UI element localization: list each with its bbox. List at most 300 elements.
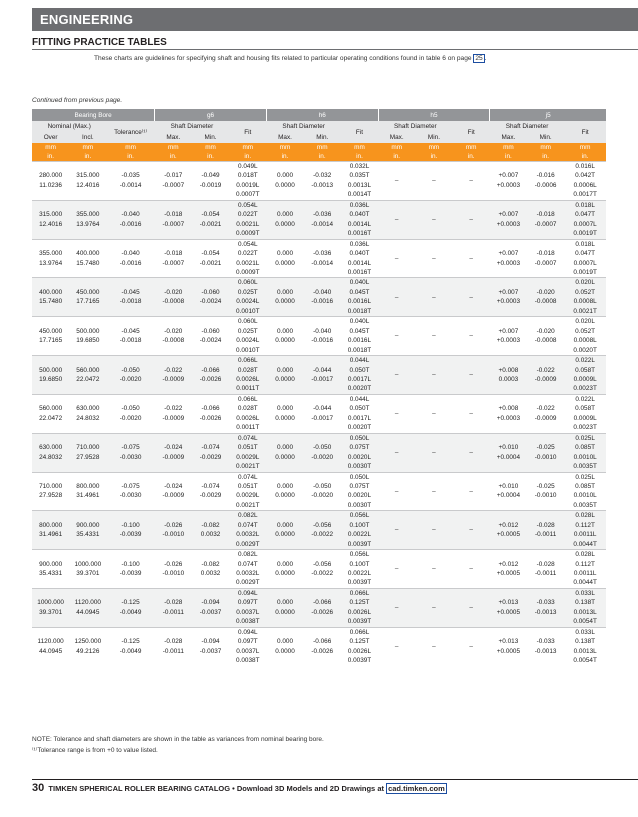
cell-g6-max: -0.018 xyxy=(155,210,192,219)
cell-j5-fit: 0.0010L xyxy=(564,453,606,462)
cell-h6-max: 0.0000 xyxy=(266,375,303,384)
cell-g6-max xyxy=(155,501,192,511)
cell-h6-max xyxy=(266,278,303,288)
cell-tolerance xyxy=(106,617,154,627)
cell-j5-fit: 0.0019T xyxy=(564,229,606,239)
cell-over xyxy=(32,384,69,394)
table-row xyxy=(32,656,606,665)
header-min: Min. xyxy=(192,132,229,143)
cell-j5-max: +0.008 xyxy=(490,366,527,375)
cell-h6-fit: 0.040L xyxy=(341,278,378,288)
cell-g6-max xyxy=(155,472,192,482)
cell-g6-min xyxy=(192,462,229,472)
cell-j5-min: -0.020 xyxy=(527,288,564,297)
cell-tolerance: -0.0018 xyxy=(106,297,154,306)
cell-over xyxy=(32,501,69,511)
cell-g6-max xyxy=(155,540,192,550)
cell-j5-fit: 0.0054T xyxy=(564,617,606,627)
cell-g6-max: -0.0011 xyxy=(155,647,192,656)
cell-g6-max xyxy=(155,384,192,394)
cell-over: 500.000 xyxy=(32,366,69,375)
cell-g6-fit: 0.0009T xyxy=(229,268,266,278)
cell-g6-max: -0.020 xyxy=(155,327,192,336)
cell-h6-max xyxy=(266,501,303,511)
table-row xyxy=(32,190,606,200)
cell-j5-max xyxy=(490,540,527,550)
cell-j5-min: -0.0010 xyxy=(527,491,564,500)
cell-h5-max: – xyxy=(378,200,415,239)
unit-in: in. xyxy=(32,152,69,162)
cell-h6-fit: 0.0014L xyxy=(341,220,378,229)
cell-incl: 17.7165 xyxy=(69,297,106,306)
section-bar xyxy=(32,8,638,31)
cell-g6-min xyxy=(192,617,229,627)
unit-in: in. xyxy=(564,152,606,162)
table-row xyxy=(32,501,606,511)
header-shaft-diameter: Shaft Diameter xyxy=(155,121,229,132)
cell-incl: 22.0472 xyxy=(69,375,106,384)
cell-g6-max xyxy=(155,307,192,317)
cell-tolerance xyxy=(106,578,154,588)
cell-over: 280.000 xyxy=(32,171,69,180)
cell-h6-max xyxy=(266,394,303,404)
cell-j5-max xyxy=(490,162,527,172)
cell-j5-fit: 0.033L xyxy=(564,588,606,598)
subtitle-divider xyxy=(32,49,638,50)
cell-incl xyxy=(69,588,106,598)
header-shaft-diameter: Shaft Diameter xyxy=(378,121,452,132)
table-row xyxy=(32,327,606,336)
cell-g6-fit: 0.028T xyxy=(229,366,266,375)
cell-h6-fit: 0.050T xyxy=(341,366,378,375)
table-row xyxy=(32,162,606,172)
cell-h6-max: 0.0000 xyxy=(266,297,303,306)
cell-incl: 31.4961 xyxy=(69,491,106,500)
cell-j5-fit: 0.0035T xyxy=(564,462,606,472)
cell-over xyxy=(32,268,69,278)
cell-h5-max: – xyxy=(378,472,415,511)
cell-tolerance: -0.0014 xyxy=(106,181,154,190)
cell-tolerance xyxy=(106,423,154,433)
unit-mm: mm xyxy=(155,143,192,152)
cell-h6-min xyxy=(304,278,341,288)
table-note: NOTE: Tolerance and shaft diameters are shown in the table as variances from nominal bearing bore. xyxy=(32,736,324,743)
cell-g6-fit: 0.074T xyxy=(229,521,266,530)
cell-h5-fit: – xyxy=(453,472,490,511)
cell-incl xyxy=(69,511,106,521)
cell-h6-fit: 0.0020T xyxy=(341,423,378,433)
cell-h6-max xyxy=(266,317,303,327)
cell-j5-min: -0.0008 xyxy=(527,297,564,306)
cell-h6-fit: 0.0020L xyxy=(341,491,378,500)
cell-h6-max: 0.000 xyxy=(266,598,303,607)
cell-h6-max xyxy=(266,268,303,278)
cell-over: 11.0236 xyxy=(32,181,69,190)
cell-g6-min: 0.0032 xyxy=(192,569,229,578)
header-fit: Fit xyxy=(341,121,378,143)
cell-over xyxy=(32,617,69,627)
cell-j5-max: +0.007 xyxy=(490,327,527,336)
table-row xyxy=(32,366,606,375)
cell-incl xyxy=(69,317,106,327)
header-shaft-diameter: Shaft Diameter xyxy=(490,121,564,132)
cell-g6-fit: 0.0010T xyxy=(229,346,266,356)
cell-g6-max: -0.0010 xyxy=(155,530,192,539)
cell-tolerance: -0.0049 xyxy=(106,608,154,617)
cell-g6-min xyxy=(192,627,229,637)
cell-g6-min xyxy=(192,511,229,521)
cell-h5-min: – xyxy=(415,356,452,395)
cell-g6-max xyxy=(155,433,192,443)
cell-tolerance xyxy=(106,268,154,278)
cell-g6-fit: 0.0038T xyxy=(229,656,266,665)
cell-g6-max: -0.024 xyxy=(155,443,192,452)
header-over: Over xyxy=(32,132,69,143)
footer-text: TIMKEN SPHERICAL ROLLER BEARING CATALOG • Download 3D Models and 2D Drawings at xyxy=(48,784,387,793)
cell-j5-max xyxy=(490,462,527,472)
cell-j5-fit: 0.0054T xyxy=(564,656,606,665)
tolerance-footnote: ⁽¹⁾Tolerance range is from +0 to value listed. xyxy=(32,747,158,754)
cell-j5-max: +0.007 xyxy=(490,288,527,297)
cell-j5-max: +0.007 xyxy=(490,249,527,258)
cell-j5-min: -0.025 xyxy=(527,443,564,452)
cell-g6-fit: 0.0029L xyxy=(229,491,266,500)
cell-incl xyxy=(69,384,106,394)
cell-g6-max xyxy=(155,346,192,356)
cell-tolerance xyxy=(106,162,154,172)
cell-incl xyxy=(69,472,106,482)
cell-j5-min: -0.0009 xyxy=(527,414,564,423)
cell-h6-fit: 0.0039T xyxy=(341,578,378,588)
cell-g6-fit: 0.0021L xyxy=(229,220,266,229)
cell-h6-min: -0.044 xyxy=(304,404,341,413)
header-max: Max. xyxy=(490,132,527,143)
cell-tolerance: -0.0030 xyxy=(106,453,154,462)
cell-h5-fit: – xyxy=(453,627,490,665)
cell-over: 1120.000 xyxy=(32,637,69,646)
cell-over: 35.4331 xyxy=(32,569,69,578)
cell-j5-fit: 0.138T xyxy=(564,637,606,646)
cell-j5-min xyxy=(527,268,564,278)
cell-j5-fit: 0.022L xyxy=(564,356,606,366)
cell-h6-max: 0.0000 xyxy=(266,220,303,229)
header-h6: h6 xyxy=(266,109,378,121)
cell-over: 900.000 xyxy=(32,560,69,569)
cell-h6-fit: 0.050L xyxy=(341,433,378,443)
cell-j5-max xyxy=(490,501,527,511)
table-row xyxy=(32,307,606,317)
cell-g6-min: -0.0026 xyxy=(192,414,229,423)
cell-h6-min: -0.040 xyxy=(304,288,341,297)
unit-in: in. xyxy=(266,152,303,162)
header-tolerance: Tolerance⁽¹⁾ xyxy=(106,121,154,143)
cell-h6-min: -0.044 xyxy=(304,366,341,375)
cell-h5-fit: – xyxy=(453,588,490,627)
cell-h5-fit: – xyxy=(453,200,490,239)
cell-h5-min: – xyxy=(415,433,452,472)
cell-j5-min: -0.018 xyxy=(527,210,564,219)
cell-h6-min xyxy=(304,268,341,278)
cell-tolerance xyxy=(106,384,154,394)
header-h5: h5 xyxy=(378,109,490,121)
cell-h6-max: 0.0000 xyxy=(266,530,303,539)
cell-j5-fit: 0.0010L xyxy=(564,491,606,500)
cell-h6-max xyxy=(266,162,303,172)
cell-h6-max: 0.0000 xyxy=(266,259,303,268)
cell-j5-max: 0.0003 xyxy=(490,375,527,384)
cell-g6-max xyxy=(155,200,192,210)
cell-h6-min: -0.0026 xyxy=(304,608,341,617)
cell-j5-fit: 0.025L xyxy=(564,472,606,482)
cell-g6-min: -0.074 xyxy=(192,482,229,491)
cell-j5-min xyxy=(527,588,564,598)
cell-g6-fit: 0.0009T xyxy=(229,229,266,239)
cell-h6-min xyxy=(304,239,341,249)
cell-h6-fit: 0.125T xyxy=(341,637,378,646)
cell-h6-fit: 0.0022L xyxy=(341,530,378,539)
cell-over xyxy=(32,627,69,637)
cell-g6-fit: 0.0032L xyxy=(229,530,266,539)
cell-tolerance xyxy=(106,627,154,637)
cell-j5-fit: 0.0017T xyxy=(564,190,606,200)
cell-h6-min: -0.0016 xyxy=(304,297,341,306)
cell-j5-min: -0.028 xyxy=(527,521,564,530)
cell-h6-min: -0.0016 xyxy=(304,336,341,345)
cell-h6-min xyxy=(304,511,341,521)
cell-j5-fit: 0.0044T xyxy=(564,578,606,588)
cell-j5-max: +0.0005 xyxy=(490,530,527,539)
cell-h6-min xyxy=(304,627,341,637)
cell-j5-fit: 0.0006L xyxy=(564,181,606,190)
unit-in: in. xyxy=(378,152,415,162)
cell-j5-fit: 0.0009L xyxy=(564,414,606,423)
cell-tolerance xyxy=(106,239,154,249)
cell-j5-max: +0.0003 xyxy=(490,181,527,190)
cell-j5-max: +0.010 xyxy=(490,443,527,452)
header-min: Min. xyxy=(304,132,341,143)
cell-g6-max: -0.0009 xyxy=(155,375,192,384)
cell-h6-max xyxy=(266,588,303,598)
cell-h6-fit: 0.0030T xyxy=(341,462,378,472)
unit-in: in. xyxy=(453,152,490,162)
cell-j5-max xyxy=(490,617,527,627)
cell-incl xyxy=(69,268,106,278)
cell-g6-max: -0.0010 xyxy=(155,569,192,578)
cell-g6-fit: 0.018T xyxy=(229,171,266,180)
cell-g6-min xyxy=(192,550,229,560)
cell-g6-min: -0.049 xyxy=(192,171,229,180)
cell-h6-fit: 0.0022L xyxy=(341,569,378,578)
cell-h6-max: 0.0000 xyxy=(266,453,303,462)
cell-g6-fit: 0.022T xyxy=(229,210,266,219)
cell-g6-max xyxy=(155,550,192,560)
cell-j5-fit: 0.0013L xyxy=(564,647,606,656)
table-row xyxy=(32,404,606,413)
table-row xyxy=(32,356,606,366)
table-row xyxy=(32,346,606,356)
cell-over xyxy=(32,307,69,317)
cell-g6-fit: 0.0021T xyxy=(229,462,266,472)
cell-j5-fit: 0.052T xyxy=(564,327,606,336)
cell-h6-min xyxy=(304,190,341,200)
cell-h6-min xyxy=(304,550,341,560)
cell-incl: 13.9764 xyxy=(69,220,106,229)
cell-g6-fit: 0.066L xyxy=(229,356,266,366)
cell-h6-min xyxy=(304,229,341,239)
cell-h6-min: -0.050 xyxy=(304,482,341,491)
cell-h5-max: – xyxy=(378,394,415,433)
cell-h6-fit: 0.045T xyxy=(341,288,378,297)
unit-in: in. xyxy=(155,152,192,162)
cell-j5-fit: 0.058T xyxy=(564,404,606,413)
cell-h5-max: – xyxy=(378,239,415,278)
cell-g6-fit: 0.049L xyxy=(229,162,266,172)
header-fit: Fit xyxy=(229,121,266,143)
cell-h6-max xyxy=(266,627,303,637)
cell-tolerance xyxy=(106,346,154,356)
cell-g6-min: -0.082 xyxy=(192,560,229,569)
cell-g6-max: -0.017 xyxy=(155,171,192,180)
cell-j5-max xyxy=(490,656,527,665)
cell-g6-min: -0.0024 xyxy=(192,336,229,345)
cell-g6-min: -0.0037 xyxy=(192,647,229,656)
cell-h6-min: -0.036 xyxy=(304,249,341,258)
cell-h6-fit: 0.0039T xyxy=(341,540,378,550)
cell-g6-min: -0.066 xyxy=(192,404,229,413)
cell-h6-max xyxy=(266,433,303,443)
cell-h6-max: 0.0000 xyxy=(266,647,303,656)
footer-divider xyxy=(32,779,638,780)
cell-j5-max: +0.008 xyxy=(490,404,527,413)
cell-h6-max: 0.000 xyxy=(266,210,303,219)
cell-g6-min: -0.054 xyxy=(192,210,229,219)
cell-g6-max xyxy=(155,229,192,239)
cell-tolerance xyxy=(106,656,154,665)
table-row xyxy=(32,239,606,249)
cell-g6-fit: 0.0024L xyxy=(229,297,266,306)
cell-g6-min xyxy=(192,162,229,172)
cell-over xyxy=(32,200,69,210)
cell-j5-fit: 0.047T xyxy=(564,210,606,219)
cell-j5-max xyxy=(490,346,527,356)
cell-incl: 27.9528 xyxy=(69,453,106,462)
cell-j5-min: -0.0006 xyxy=(527,181,564,190)
cell-j5-fit: 0.0020T xyxy=(564,346,606,356)
cell-incl: 400.000 xyxy=(69,249,106,258)
cell-tolerance xyxy=(106,394,154,404)
cell-j5-min xyxy=(527,433,564,443)
table-row xyxy=(32,336,606,345)
cell-j5-max xyxy=(490,550,527,560)
cell-h6-min xyxy=(304,462,341,472)
cell-j5-min: -0.016 xyxy=(527,171,564,180)
cell-g6-fit: 0.066L xyxy=(229,394,266,404)
cell-incl: 1250.000 xyxy=(69,637,106,646)
cell-over: 22.0472 xyxy=(32,414,69,423)
cell-tolerance: -0.0016 xyxy=(106,259,154,268)
cell-incl: 800.000 xyxy=(69,482,106,491)
fitting-practice-table xyxy=(32,109,606,666)
cell-j5-min: -0.025 xyxy=(527,482,564,491)
cell-h6-min xyxy=(304,656,341,665)
cell-tolerance: -0.045 xyxy=(106,288,154,297)
cell-over xyxy=(32,462,69,472)
cell-h6-fit: 0.0020L xyxy=(341,453,378,462)
cell-h6-fit: 0.0020T xyxy=(341,384,378,394)
table-row xyxy=(32,220,606,229)
cell-h6-max: 0.0000 xyxy=(266,569,303,578)
cell-tolerance: -0.0039 xyxy=(106,530,154,539)
cell-j5-fit: 0.016L xyxy=(564,162,606,172)
cell-h5-max: – xyxy=(378,278,415,317)
cell-incl xyxy=(69,462,106,472)
page-25-link[interactable]: 25 xyxy=(475,55,483,62)
cell-g6-max xyxy=(155,627,192,637)
cell-h6-min xyxy=(304,433,341,443)
cell-j5-min: -0.0007 xyxy=(527,259,564,268)
cell-j5-max: +0.012 xyxy=(490,521,527,530)
cell-j5-fit: 0.0009L xyxy=(564,375,606,384)
cell-h5-min: – xyxy=(415,588,452,627)
cell-j5-fit: 0.0007L xyxy=(564,220,606,229)
cell-over: 19.6850 xyxy=(32,375,69,384)
cell-incl: 49.2126 xyxy=(69,647,106,656)
cell-h5-min: – xyxy=(415,278,452,317)
cell-over: 560.000 xyxy=(32,404,69,413)
cell-j5-max xyxy=(490,268,527,278)
cell-over xyxy=(32,423,69,433)
cell-j5-fit: 0.0011L xyxy=(564,530,606,539)
cell-j5-fit: 0.020L xyxy=(564,278,606,288)
table-row xyxy=(32,550,606,560)
cell-j5-max xyxy=(490,190,527,200)
table-row xyxy=(32,521,606,530)
cell-h6-fit: 0.100T xyxy=(341,560,378,569)
cell-over: 630.000 xyxy=(32,443,69,452)
cell-j5-min: -0.0013 xyxy=(527,608,564,617)
cell-j5-min xyxy=(527,501,564,511)
cell-g6-fit: 0.094L xyxy=(229,627,266,637)
cell-g6-fit: 0.0019L xyxy=(229,181,266,190)
cell-tolerance xyxy=(106,472,154,482)
table-row xyxy=(32,297,606,306)
cell-g6-min: -0.0021 xyxy=(192,220,229,229)
table-row xyxy=(32,647,606,656)
cell-h6-fit: 0.075T xyxy=(341,482,378,491)
cell-incl xyxy=(69,550,106,560)
cell-incl: 500.000 xyxy=(69,327,106,336)
cell-j5-min: -0.022 xyxy=(527,404,564,413)
cell-over: 17.7165 xyxy=(32,336,69,345)
cell-incl xyxy=(69,501,106,511)
cell-tolerance: -0.045 xyxy=(106,327,154,336)
cell-g6-min: -0.0029 xyxy=(192,491,229,500)
table-row xyxy=(32,511,606,521)
cell-g6-max xyxy=(155,190,192,200)
cell-h6-max: 0.000 xyxy=(266,637,303,646)
cell-h6-max: 0.000 xyxy=(266,482,303,491)
cad-timken-link[interactable]: cad.timken.com xyxy=(388,784,445,793)
unit-mm: mm xyxy=(527,143,564,152)
cell-h6-min: -0.066 xyxy=(304,598,341,607)
cell-h6-max xyxy=(266,511,303,521)
cell-h6-min: -0.040 xyxy=(304,327,341,336)
cell-incl: 900.000 xyxy=(69,521,106,530)
cell-h6-max: 0.000 xyxy=(266,521,303,530)
cell-g6-fit: 0.0010T xyxy=(229,307,266,317)
cell-h6-max xyxy=(266,540,303,550)
cell-g6-min: -0.094 xyxy=(192,598,229,607)
